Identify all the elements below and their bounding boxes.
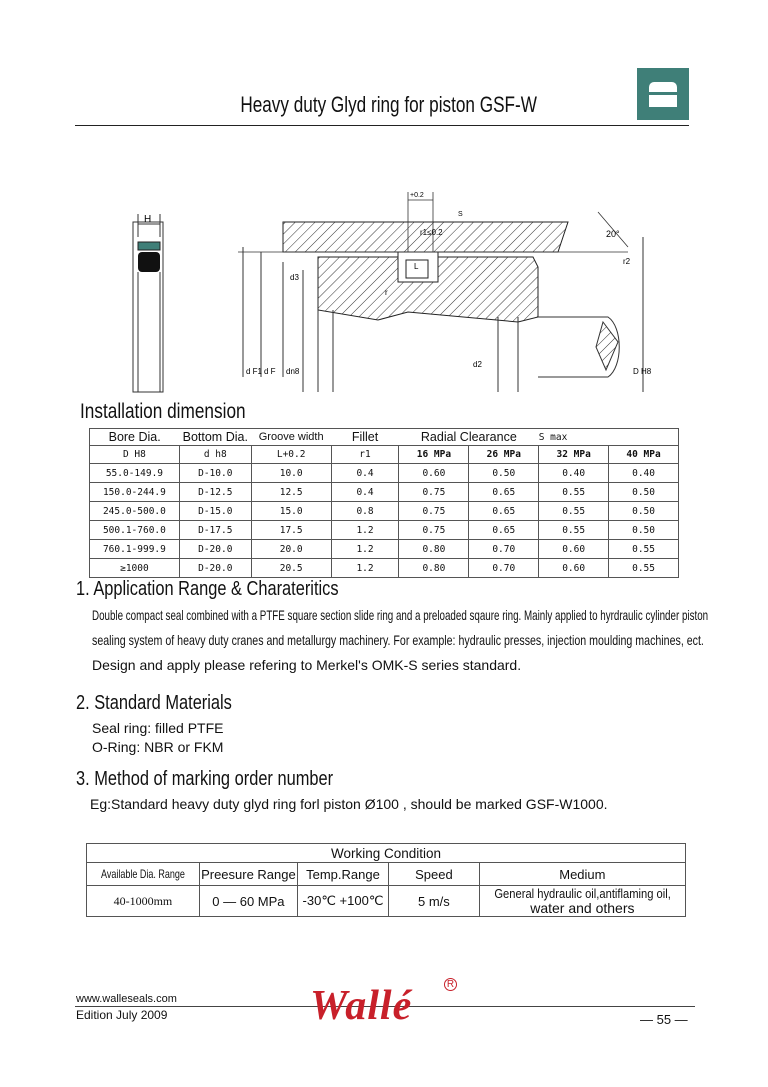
label-r1: r1≤0.2 [420, 228, 443, 237]
section3-title: 3. Method of marking order number [76, 768, 334, 790]
val-pressure: 0 — 60 MPa [199, 886, 297, 917]
label-dh: D H8 [633, 367, 652, 376]
hdr-16: 16 MPa [399, 446, 469, 464]
section1-line2: sealing system of heavy duty cranes and metallurgy machinery. For example: hydraulic presses, injection moulding machines, ect. [92, 632, 704, 648]
hdr-dh8-bottom: d h8 [179, 446, 251, 464]
col-bore: Bore Dia. [90, 429, 180, 446]
col-radial: Radial Clearance [399, 429, 539, 446]
page-title: Heavy duty Glyd ring for piston GSF-W [240, 92, 537, 117]
page-number: — 55 — [640, 1012, 688, 1027]
section3-line1: Eg:Standard heavy duty glyd ring forl piston Ø100 , should be marked GSF-W1000. [90, 796, 608, 812]
section1-title: 1. Application Range & Charateritics [76, 578, 339, 600]
footer-website: www.walleseals.com [76, 993, 177, 1005]
col-bottom: Bottom Dia. [179, 429, 251, 446]
hdr-32: 32 MPa [539, 446, 609, 464]
label-angle: 20° [606, 229, 620, 239]
col-fillet: Fillet [331, 429, 399, 446]
table-row: 245.0-500.0 D-15.0 15.0 0.8 0.75 0.65 0.55 0.50 [90, 502, 679, 521]
label-h: H [144, 214, 152, 225]
hdr-medium: Medium [479, 863, 685, 886]
hdr-temp: Temp.Range [297, 863, 388, 886]
hdr-l: L+0.2 [251, 446, 331, 464]
technical-drawing [78, 152, 663, 402]
header-divider [75, 125, 689, 126]
table-row: 55.0-149.9 D-10.0 10.0 0.4 0.60 0.50 0.40 0.40 [90, 464, 679, 483]
val-temp: -30℃ +100℃ [297, 886, 388, 917]
medium-line1: General hydraulic oil,antiflaming oil, [494, 885, 671, 901]
val-medium [479, 886, 685, 917]
hdr-speed: Speed [389, 863, 480, 886]
table-row: 500.1-760.0 D-17.5 17.5 1.2 0.75 0.65 0.55 0.50 [90, 521, 679, 540]
brand-logo: Wallé [310, 983, 413, 1029]
hdr-40: 40 MPa [609, 446, 679, 464]
table-row: 150.0-244.9 D-12.5 12.5 0.4 0.75 0.65 0.55 0.50 [90, 483, 679, 502]
label-df: d F [264, 367, 276, 376]
label-df1: d F1 [246, 367, 263, 376]
val-speed: 5 m/s [389, 886, 480, 917]
label-l: L [414, 262, 419, 271]
label-dn8: dn8 [286, 367, 300, 376]
section-tab-icon [637, 68, 689, 120]
working-condition-table [86, 843, 686, 917]
section1-line3: Design and apply please refering to Merkel's OMK-S series standard. [92, 657, 522, 673]
table-row: 760.1-999.9 D-20.0 20.0 1.2 0.80 0.70 0.60 0.55 [90, 540, 679, 559]
label-plus02: +0.2 [410, 192, 424, 199]
label-d3: d3 [290, 273, 299, 282]
hdr-dia-range: Available Dia. Range [87, 863, 200, 886]
installation-title: Installation dimension [80, 400, 246, 423]
footer-edition: Edition July 2009 [76, 1008, 168, 1022]
section2-title: 2. Standard Materials [76, 692, 232, 714]
label-d2: d2 [473, 360, 482, 369]
label-s: S [458, 211, 463, 218]
val-dia-range: 40-1000mm [87, 886, 200, 917]
hdr-r1: r1 [331, 446, 399, 464]
label-r: r [385, 288, 388, 297]
working-title: Working Condition [87, 844, 686, 863]
table-row: ≥1000 D-20.0 20.5 1.2 0.80 0.70 0.60 0.55 [90, 559, 679, 578]
label-r2: r2 [623, 257, 631, 266]
section1-line1: Double compact seal combined with a PTFE square section slide ring and a preloaded sqaure ring. Mainly applied to hyrdraulic cylinder piston [92, 607, 709, 623]
hdr-pressure: Preesure Range [199, 863, 297, 886]
col-smax: S max [539, 429, 679, 446]
installation-table [89, 428, 679, 578]
medium-line2: water and others [530, 899, 635, 916]
section2-line2: O-Ring: NBR or FKM [92, 739, 224, 755]
section2-line1: Seal ring: filled PTFE [92, 720, 224, 736]
col-groove: Groove width [251, 429, 331, 446]
hdr-dh8: D H8 [90, 446, 180, 464]
registered-icon: R [444, 978, 457, 991]
hdr-26: 26 MPa [469, 446, 539, 464]
